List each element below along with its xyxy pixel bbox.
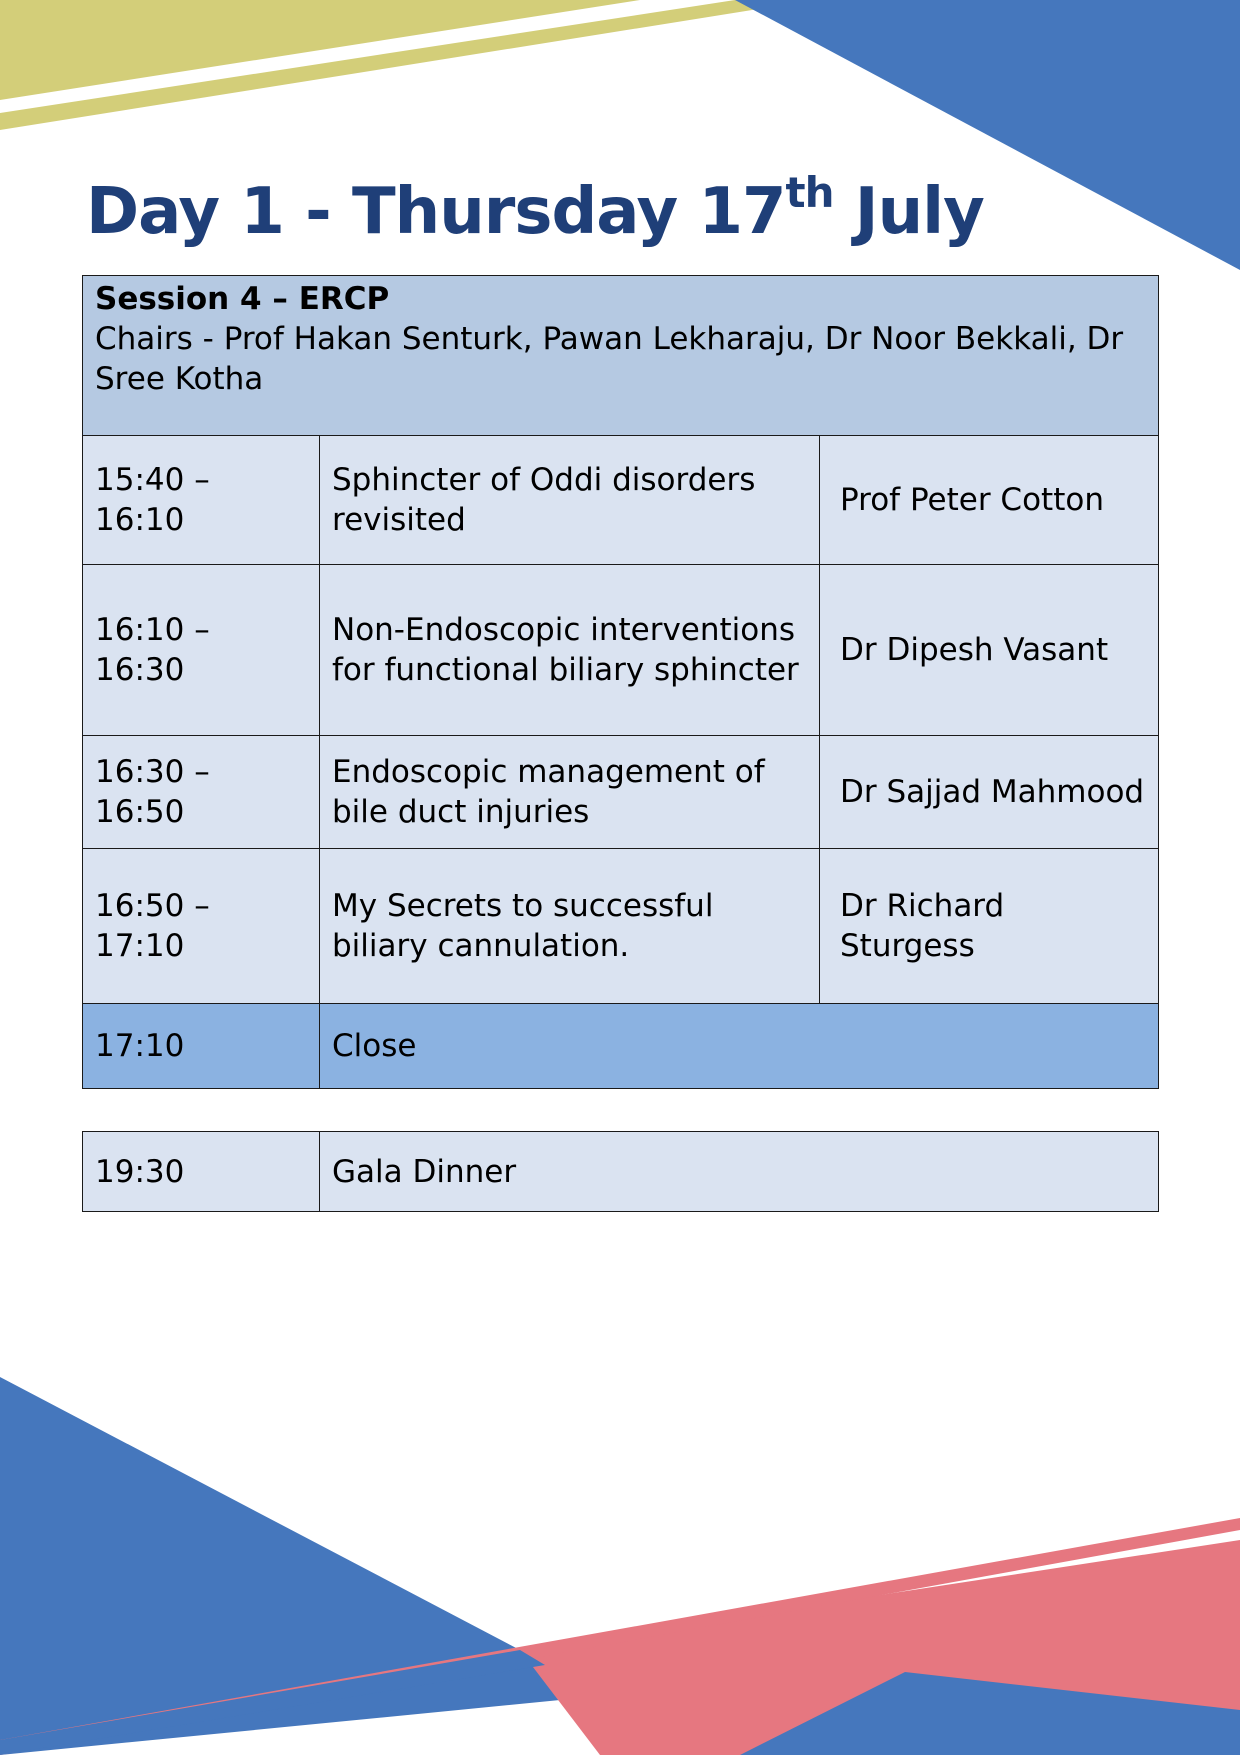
table-row [83,565,1159,736]
talk-speaker: Dr Richard Sturgess [820,849,1159,1004]
dinner-label: Gala Dinner [320,1132,1159,1212]
session-chairs: Chairs - Prof Hakan Senturk, Pawan Lekharaju, Dr Noor Bekkali, Dr Sree Kotha [95,321,1124,397]
talk-time: 16:10 – 16:30 [83,565,320,736]
close-time: 17:10 [83,1004,320,1089]
session-title: Session 4 – ERCP [95,281,390,317]
table-row [83,736,1159,849]
dinner-time: 19:30 [83,1132,320,1212]
dinner-table [82,1131,1159,1212]
talk-topic: Sphincter of Oddi disorders revisited [320,436,820,565]
talk-speaker: Dr Dipesh Vasant [820,565,1159,736]
talk-time: 15:40 – 16:10 [83,436,320,565]
page-title: Day 1 - Thursday 17th July [86,168,984,249]
table-row [83,436,1159,565]
session-header-row [83,276,1159,436]
talk-time: 16:50 – 17:10 [83,849,320,1004]
talk-speaker: Dr Sajjad Mahmood [820,736,1159,849]
dinner-row [83,1132,1159,1212]
table-row [83,849,1159,1004]
top-olive-stripe [0,0,640,100]
close-row [83,1004,1159,1089]
talk-speaker: Prof Peter Cotton [820,436,1159,565]
talk-topic: Endoscopic management of bile duct injuries [320,736,820,849]
session-header-cell [83,276,1159,436]
talk-topic: My Secrets to successful biliary cannulation. [320,849,820,1004]
talk-topic: Non-Endoscopic interventions for functional biliary sphincter [320,565,820,736]
title-superscript: th [785,168,834,217]
close-label: Close [320,1004,1159,1089]
talk-time: 16:30 – 16:50 [83,736,320,849]
session-schedule-table [82,275,1159,1089]
